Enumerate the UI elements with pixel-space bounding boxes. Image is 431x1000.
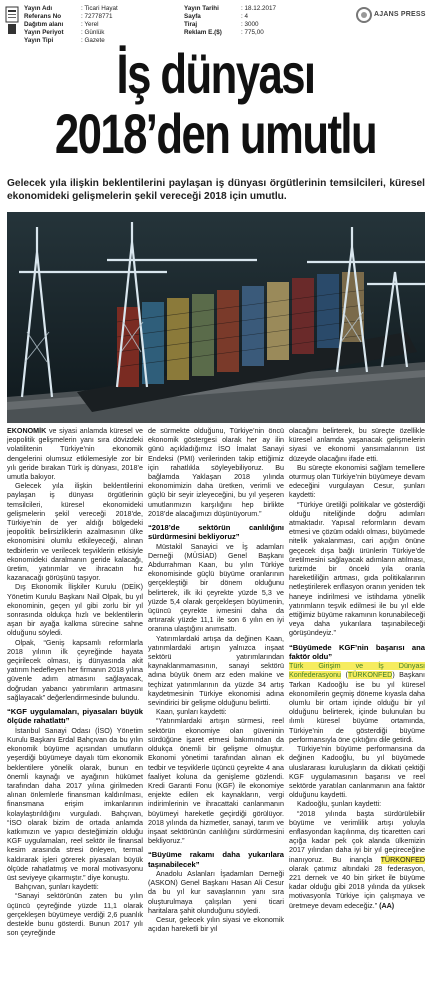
paragraph: Olpak, “Geniş kapsamlı reformlarla 2018 yılının ilk çeyreğinde hayata geçirilecek olması, iş dünyasında akit yatırım hedefleyen her firmanın 2018 yılına güvenle adım atmasını sağlayacak, doğrudan yabancı yatırımların artmasını sağlayacak” değerlendirmesinde bulundu. [7, 638, 143, 702]
paragraph: Müstakil Sanayici ve İş adamları Derneği (MÜSİAD) Genel Başkanı Abdurrahman Kaan, bu yılın Türkiye ekonomisinde güçlü büyüme oranlarının gerçekleştiği bir dönem olduğunu belirterek, ilk iki çeyrekte yüzde 5,3 ve yüzde 5,4 olarak gerçekleşen büyümenin, üçüncü çeyrekte ivmesini daha da artırarak yüzde 11,1 ile son 6 yılın en iyi oranına ulaştığını anımsattı. [148, 542, 284, 634]
paragraph: olacağını belirterek, bu süreçte özellikle küresel anlamda yaşanacak gelişmelerin siyasi ve ekonomi yansımalarının üst düzeyde olacağını ifade etti. [289, 427, 425, 463]
paragraph: Kadooğlu, şunları kaydetti: [297, 800, 382, 809]
paragraph: “2018 yılında başta sürdürülebilir büyüme ve verimlilik artışı yoluyla enflasyondan kaçılınma, dış ticaretten cari açığa kadar pek çok alanda ülkemizin 2017 yılından daha iyi bir yıl geçireceğine inanıyoruz. Bu inançla TÜRKONFED olarak çatımız altındaki 28 federasyon, 221 dernek ve 40 bin şirket ile büyüme kadar olduğu gibi 2018 yılında da yüksek motivasyonla Türkiye için çalışmaya ve üretmeye devam edeceğiz.” (AA) [289, 809, 425, 910]
meta-row: Yayın Tarihi : 18.12.2017 [184, 5, 277, 12]
ajans-press-logo: AJANS PRESS [356, 6, 426, 26]
metadata-left [24, 5, 118, 45]
paragraph: Türkiye’nin büyüme performansına da değinen Kadooğlu, bu yıl büyümede uluslararası kuruluşların da dikkati çektiği KGF uygulamasının başarısı ve reel sektörde yaratılan canlanmanın ana faktör olduğunu kaydetti. [289, 745, 425, 800]
paragraph: Cesur, gelecek yılın siyasi ve ekonomik açıdan hareketli bir yıl [148, 915, 284, 934]
paragraph: “Sanayi sektörünün zaten bu yılın üçüncü çeyreğinde yüzde 11,1 olarak gerçekleşen büyümeye verdiği 2,6 puanlık destekle bunu gösterdi. Bunun 2017 yılı son çeyreğinde [7, 892, 143, 938]
container-port-photo [7, 212, 425, 423]
meta-row: Yayın Adı : Ticari Hayat [24, 5, 118, 12]
highlighted-text: TÜRKONFED [380, 855, 425, 864]
headline-line-1: İş dünyası [116, 42, 315, 105]
meta-row: Sayfa : 4 [184, 13, 249, 20]
paragraph: EKONOMİK ve siyasi anlamda küresel ve jeopolitik gelişmelerin yanı sıra dövizdeki volatilitenin Türkiye’nin ekonomik dengelerini olumsuz etkilemesiyle zor bir yılı geride bırakan Türk iş dünyası, 2018’e umutla bakıyor. [7, 427, 143, 482]
meta-row: Yayın Periyot : Günlük [24, 29, 105, 36]
article-lead: Gelecek yıla ilişkin beklentilerini paylaşan iş dünyası örgütlerinin temsilcileri, küresel ekonomideki gelişmelerin şekil vereceği 2018 için umutlu. [7, 178, 425, 202]
paragraph: Dış Ekonomik İlişkiler Kurulu (DEİK) Yönetim Kurulu Başkanı Nail Olpak, bu yıl ekonominin, geçen yıl gibi zorlu bir yıl sonrasında oldukça hızlı ve beklentilerin aşan bir ayağa kalkma sürecine sahne olduğunu söyledi. [7, 583, 143, 638]
subheading: “Büyümede KGF’nin başarısı ana faktör oldu” [289, 642, 425, 661]
source-signature: (AA) [379, 901, 395, 910]
paragraph: İstanbul Sanayi Odası (İSO) Yönetim Kurulu Başkanı Erdal Bahçıvan da bu yılın ekonomik büyüme açısından umutların yeşerdiği büyümeye dayalı tüm ekonomik beklentilere yönelik olarak, bunun en önemli kaynağı ve ayağının hükümet tarafından daha 2017 yılına girilmeden alınan önlemlerle finansman kaldırılması, finansmana erişim imkanlarının kolaylaştırıldığını vurguladı. Bahçıvan, “İSO olarak bizim de ortada anlamda katkımızın ve yapıcı desteğimizin olduğu KGF uygulamaları, reel sektör ile finansal kesim arasında stresi önleyen, termal kaldırarak işleri görerek piyasaları büyük ölçüde rahatlatmış ve moral motivasyonu üst seviyeye çıkarmıştır.” diye konuştu. [7, 726, 143, 882]
paragraph: Yatırımlardaki artışa da değinen Kaan, yatırımlardaki artışın yalnızca inşaat sektörü yatırımlarından kaynaklanmamasının, sanayi sektörü adına büyük önem arz eden makine ve teçhizat yatırımlarının da yüzde 34 artış kaydetmesinin Türkiye ekonomisi adına sevindirici bir gelişme olduğunu belirtti. [148, 634, 284, 708]
metadata-right [184, 5, 276, 37]
article-column-3 [289, 427, 425, 997]
paragraph: de sürmekte olduğunu, Türkiye’nin öncü ekonomik göstergesi olarak her ay ilin günü açıkladığımız İSO İmalat Sanayi Endeksi (PMI) verilerinden takip ettiğimiz için rahatlıkla söyleyebiliyoruz. Bu bağlamda Yaklaşan 2018 yılında ekonomimizin daha üretken, verimli ve güçlü bir seyir izleyeceğini, bu yıl yeşeren umutlarımızın karşılığını hep birlikte 2018’de alacağımızı düşünüyorum.” [148, 427, 284, 518]
subheading: “2018’de sektörün canlılığını sürdürmesini bekliyoruz” [148, 523, 284, 542]
subheading: “KGF uygulamaları, piyasaları büyük ölçüde rahatlattı” [7, 707, 143, 726]
clipping-metadata [4, 4, 427, 44]
article-column-2 [148, 427, 284, 997]
highlighted-text: Türk Girişim ve İş Dünyası Konfederasyonu [289, 662, 425, 680]
headline-line-2: 2018’den umutlu [54, 102, 377, 165]
paragraph: Bu süreçte ekonomisi sağlam temellere oturmuş olan Türkiye’nin büyümeye devam edeceğini vurgulayan Cesur, şunları kaydetti: [289, 463, 425, 500]
paragraph: “Yatırımlardaki artışın sürmesi, reel sektörün ekonomiye olan güveninin sürdüğüne işaret etmesi bakımından da oldukça önemli bir gelişme olmuştur. Ekonomi yönetimi tarafından alınan ek tedbir ve teşviklerle üçüncü çeyrekte 4 ana faaliyet koluna da genişleme gözlendi. Kredi Garanti Fonu (KGF) ile ekonomiye enjekte edilen ek kaynakların, vergi indirimlerinin ve ihracattaki canlanmanın büyümeyi hareketle geçirdiği görülüyor. 2018 yılında da hizmetler, sanayi, tarım ve inşaat sektörünün canlılığını sürdürmesini bekliyoruz.” [148, 717, 284, 846]
ajans-press-icon [356, 7, 372, 23]
meta-row: Dağıtım alanı : Yerel [24, 21, 99, 28]
meta-row: Yayın Tipi : Gazete [24, 37, 105, 44]
paragraph: Türk Girişim ve İş Dünyası Konfederasyonu (TÜRKONFED) Başkanı Tarkan Kadooğlu ise bu yıl küresel ekonomilerin geçmiş döneme kıyasla daha olumlu bir ortam içinde olduğu bir yıl olduğunu belirterek, içinde bulunulan bu ılımlı küresel büyüme ortamında, Türkiye’nin de gösterdiği büyüme performansıyla öne çıktığını dile getirdi. [289, 662, 425, 744]
paragraph: Anadolu Aslanları İşadamları Derneği (ASKON) Genel Başkanı Hasan Ali Cesur da bu yıl kur savaşlarının yanı sıra oluşturulmaya çalışılan yeni ticari haritalara şahit olunduğunu söyledi. [148, 869, 284, 915]
paragraph: Gelecek yıla ilişkin beklentilerini paylaşan iş dünyası örgütlerinin temsilcileri, küresel ekonomideki gelişmelerin şekil vereceği 2018’de, Türkiye’nin de yer aldığı bölgedeki jeopolitik belirsizliklerin azalmasının ülke ekonomisini olumlu etkileyeceği, alınan tedbirlerin ve verilecek teşviklerin etkisiyle ekonomideki daralmanın geride kalacağı, üretim, yatırımlar ve ihracatın hız kazanacağı görüşünü taşıyor. [7, 482, 143, 583]
highlighted-text: TÜRKONFED [347, 671, 393, 680]
meta-row: Tiraj : 3000 [184, 21, 259, 28]
meta-row: Reklam E.($) : 775,00 [184, 29, 264, 36]
article-column-1 [7, 427, 143, 997]
paragraph: “Türkiye üretilği politikalar ve gösterdiği olduğu niteliğinde doğru adımları atmaktadır. Yapısal reformların devam etmesi ve çözüm odaklı olması, büyümede nitelik yakalanması, cari açığın önüne geçecek dışa bağlı ürünlerin Türkiye’de üretilmesini sağlayacak adımların atılması, turizmde bir önceki yıla oranla hareketliliğin artması, gıda politikalarının netleştirilerek enflasyon oranın yeniden tek haneye indirilmesi ve istihdama yönelik yatırımların teşvik edilmesi ile bu yıl elde ettiğimiz büyüme rakamının korunabileceği veya daha yukarılara taşınabileceği görüşündeyiz.” [289, 500, 425, 638]
subheading: “Büyüme rakamı daha yukarılara taşınabilecek” [148, 850, 284, 869]
paragraph: Bahçıvan, şunları kaydetti: [15, 883, 99, 892]
newspaper-icon [4, 6, 20, 36]
meta-row: Referans No : 72778771 [24, 13, 113, 20]
paragraph: Kaan, şunları kaydetti: [156, 708, 227, 717]
